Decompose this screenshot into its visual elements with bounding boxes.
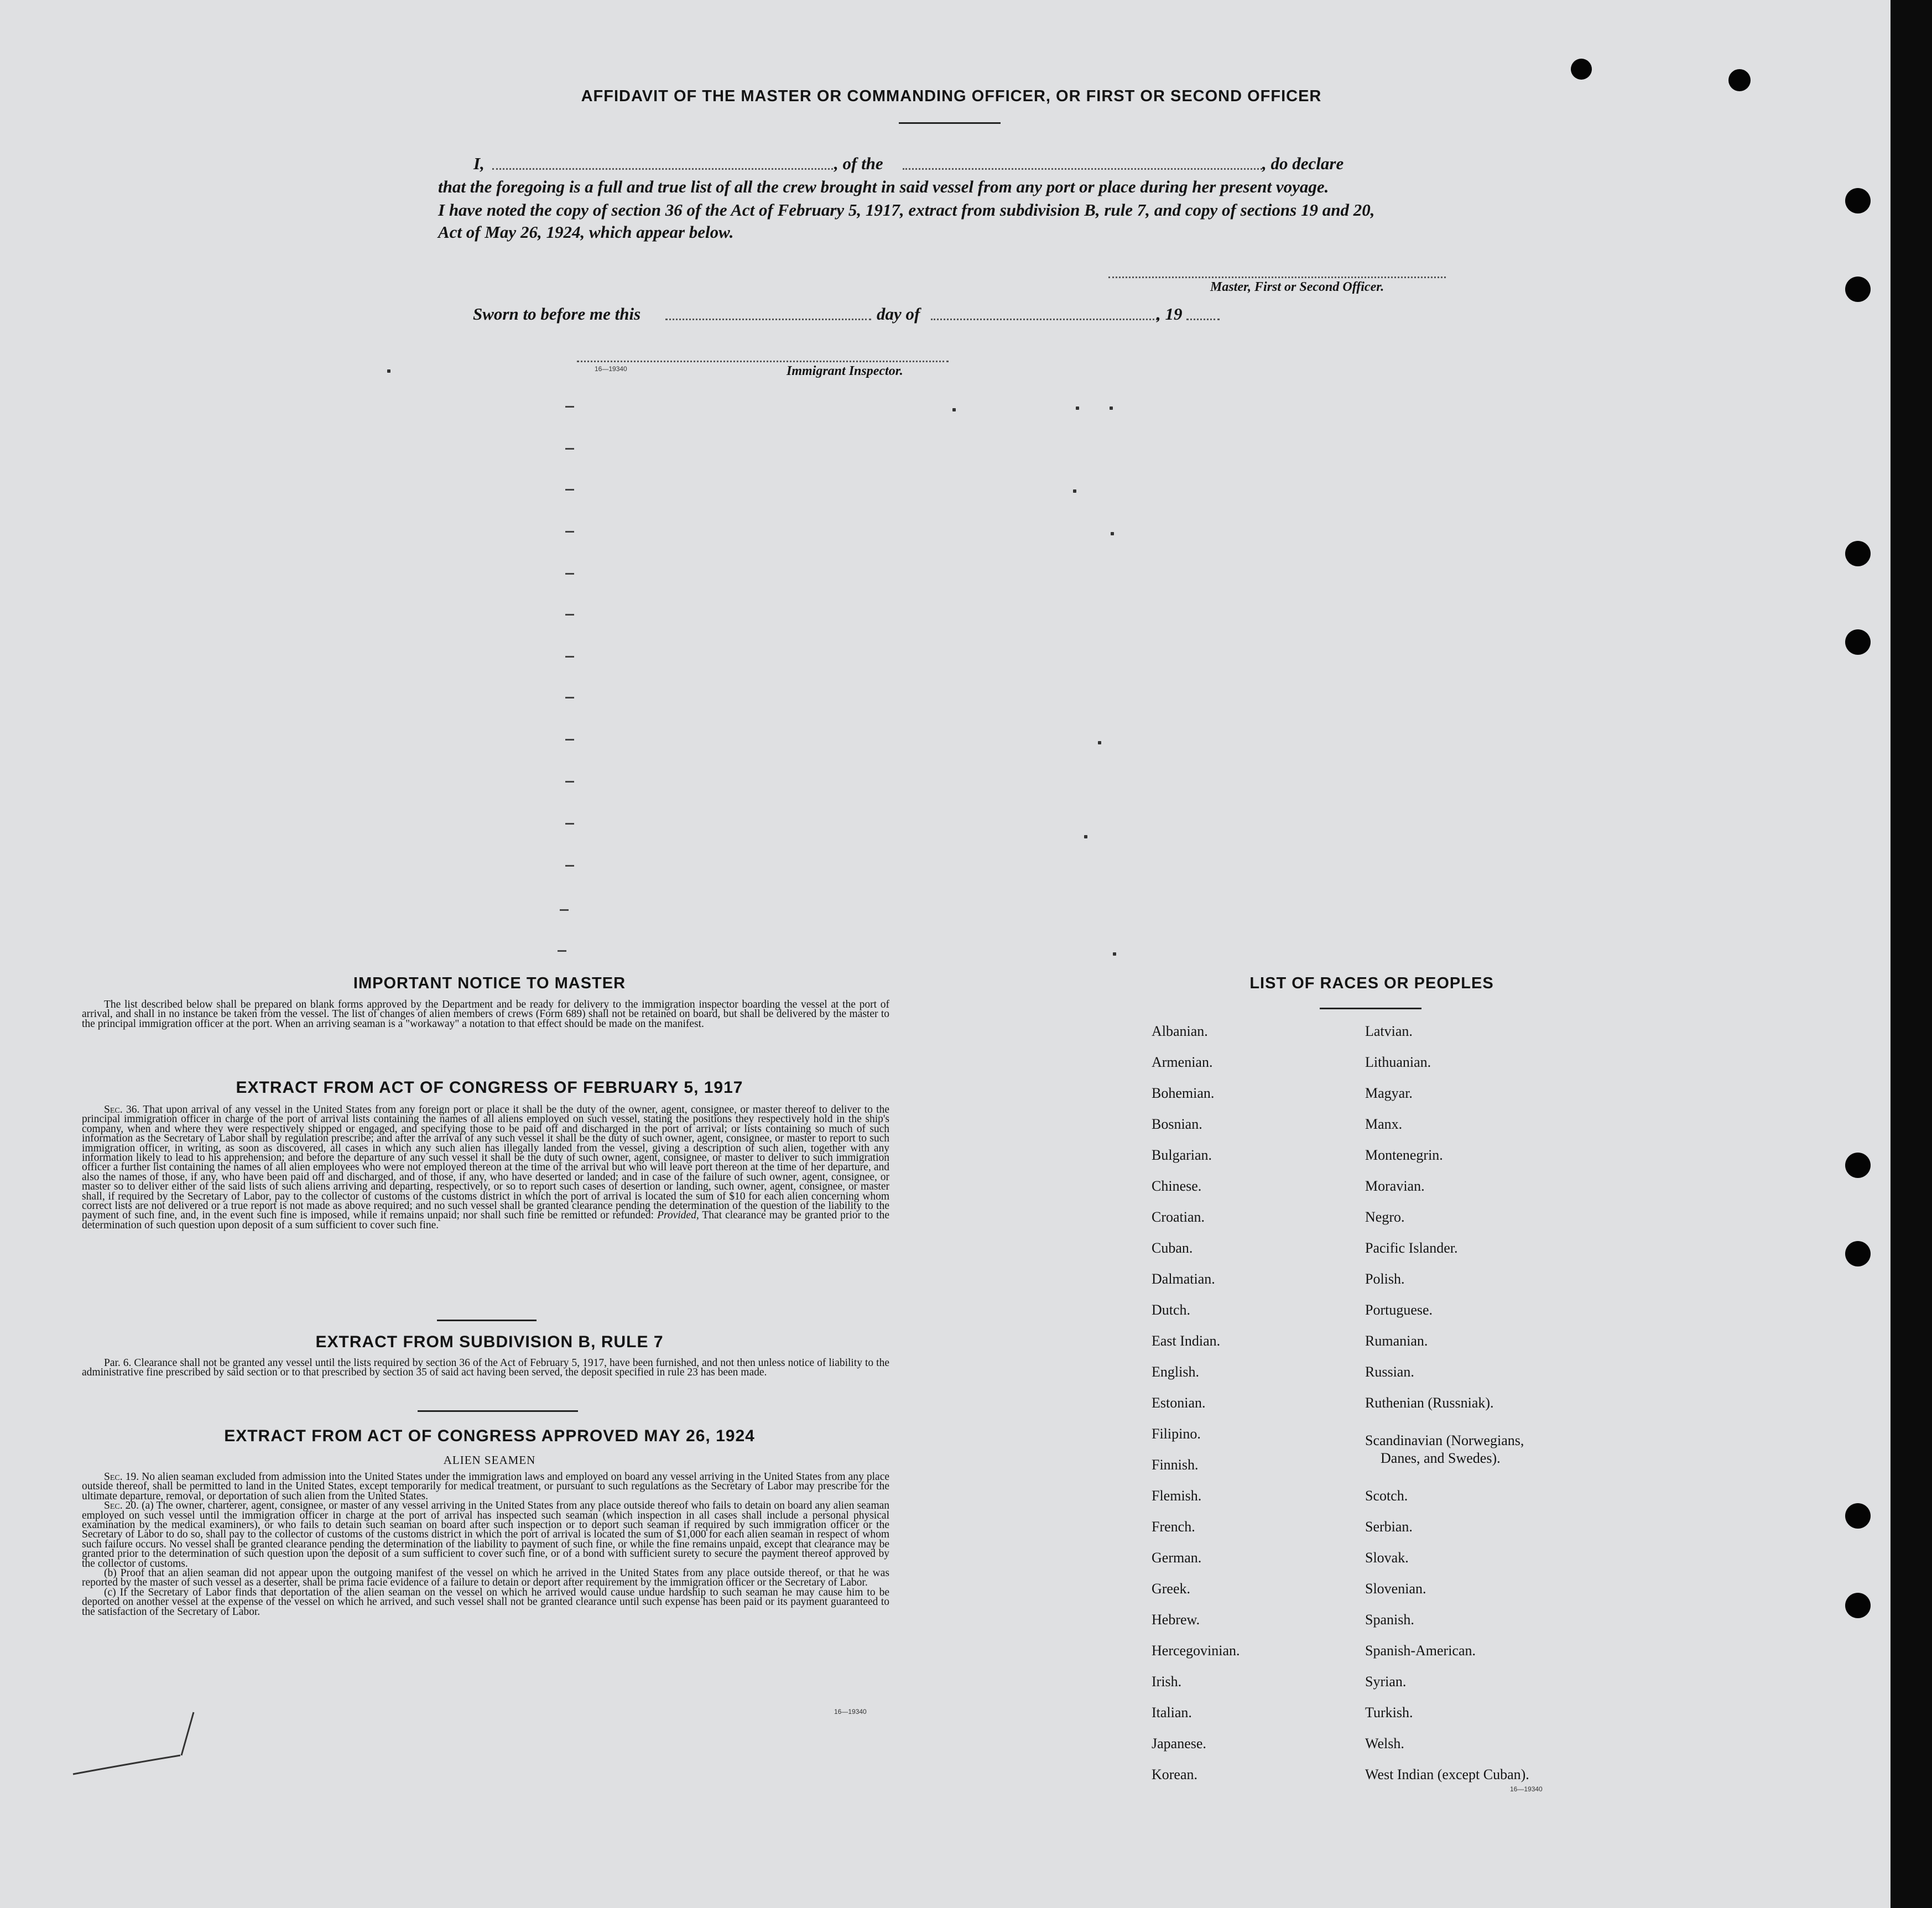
race-item: Albanian. bbox=[1152, 1023, 1208, 1039]
declaration-line-3: I have noted the copy of section 36 of the Act of February 5, 1917, extract from subdivision B, rule 7, and copy of sections 19 and 20, bbox=[438, 200, 1375, 220]
scan-mark bbox=[565, 573, 574, 575]
race-item: Dutch. bbox=[1152, 1302, 1191, 1318]
inspector-signature-line bbox=[577, 361, 949, 362]
sec-36-tail: That clearance may be granted prior to the determination of such question upon deposit of a sum sufficient to cover such fine. bbox=[82, 1210, 890, 1231]
punch-hole bbox=[1845, 1503, 1871, 1529]
declaration-do-declare: , do declare bbox=[1262, 154, 1344, 173]
race-item: English. bbox=[1152, 1364, 1199, 1380]
sec-20b-text: (b) Proof that an alien seaman did not appear upon the outgoing manifest of the vessel on which he arrived in the United States from any place outside thereof, or that he was reported by the master of such vessel as a deserter, shall be prima facie evidence of a failure to detain or deport after requirement by the immigration officer or the Secretary of Labor. bbox=[82, 1567, 889, 1589]
declaration-line-1 bbox=[437, 154, 1468, 176]
race-item: Moravian. bbox=[1365, 1178, 1425, 1194]
sworn-year: , 19 bbox=[1157, 304, 1183, 324]
sworn-line bbox=[473, 304, 1225, 326]
race-item: East Indian. bbox=[1152, 1333, 1221, 1349]
scan-mark bbox=[560, 909, 569, 911]
scan-mark bbox=[565, 865, 574, 867]
declaration-of-the: , of the bbox=[834, 154, 883, 173]
scan-mark bbox=[565, 614, 574, 616]
race-item: Serbian. bbox=[1365, 1519, 1413, 1535]
race-item: Syrian. bbox=[1365, 1674, 1407, 1690]
race-item: Portuguese. bbox=[1365, 1302, 1433, 1318]
scan-mark bbox=[565, 448, 574, 450]
sec-36-label: Sec. 36. bbox=[104, 1104, 140, 1115]
extract-rule7-text: Par. 6. Clearance shall not be granted any vessel until the lists required by section 36 of the Act of February 5, 1917, have been furnished, and not then unless notice of liability to the administrative fine prescribed by said section or to that prescribed by section 35 of said act having been served, the deposit specified in rule 23 has been made. bbox=[82, 1357, 889, 1379]
race-item: Negro. bbox=[1365, 1209, 1405, 1225]
extract-1924-body bbox=[82, 1472, 889, 1617]
race-item: Greek. bbox=[1152, 1581, 1191, 1597]
master-signature-line bbox=[1108, 277, 1446, 278]
race-item: Japanese. bbox=[1152, 1735, 1206, 1751]
sec-20-label: Sec. 20. bbox=[104, 1500, 139, 1512]
race-item: Manx. bbox=[1365, 1116, 1403, 1132]
race-item: Danes, and Swedes). bbox=[1381, 1450, 1501, 1466]
race-item: Croatian. bbox=[1152, 1209, 1205, 1225]
race-item: Pacific Islander. bbox=[1365, 1240, 1458, 1256]
sworn-day-of: day of bbox=[877, 304, 920, 324]
punch-hole bbox=[1845, 277, 1871, 302]
scan-mark bbox=[1073, 489, 1076, 493]
race-item: Armenian. bbox=[1152, 1054, 1213, 1070]
race-item: Chinese. bbox=[1152, 1178, 1202, 1194]
race-item: Slovak. bbox=[1365, 1550, 1409, 1566]
race-item: Flemish. bbox=[1152, 1488, 1202, 1504]
sec-19-label: Sec. 19. bbox=[104, 1471, 139, 1483]
race-item: Montenegrin. bbox=[1365, 1147, 1443, 1163]
extract-1917-title: EXTRACT FROM ACT OF CONGRESS OF FEBRUARY 5, 1917 bbox=[236, 1078, 743, 1097]
race-item: Magyar. bbox=[1365, 1085, 1413, 1101]
race-item: Spanish. bbox=[1365, 1612, 1414, 1628]
race-item: Italian. bbox=[1152, 1704, 1192, 1721]
race-item: Korean. bbox=[1152, 1766, 1198, 1782]
race-item: Turkish. bbox=[1365, 1704, 1413, 1721]
name-blank bbox=[492, 168, 833, 170]
provided-word: Provided, bbox=[657, 1210, 699, 1222]
pen-mark bbox=[66, 1709, 210, 1781]
section-divider bbox=[437, 1320, 537, 1321]
vessel-blank bbox=[903, 168, 1262, 170]
races-title: LIST OF RACES OR PEOPLES bbox=[1249, 974, 1494, 992]
affidavit-title: AFFIDAVIT OF THE MASTER OR COMMANDING OFFICER, OR FIRST OR SECOND OFFICER bbox=[581, 87, 1322, 105]
title-underline bbox=[899, 122, 1001, 124]
race-item: Dalmatian. bbox=[1152, 1271, 1215, 1287]
sworn-prefix: Sworn to before me this bbox=[473, 304, 641, 324]
punch-hole bbox=[1845, 1593, 1871, 1618]
scan-mark bbox=[565, 823, 574, 825]
scan-mark bbox=[565, 656, 574, 658]
race-item: Scandinavian (Norwegians, bbox=[1365, 1432, 1524, 1448]
scan-mark bbox=[1084, 835, 1087, 838]
race-item: Cuban. bbox=[1152, 1240, 1193, 1256]
punch-hole bbox=[1845, 629, 1871, 655]
race-item: Bohemian. bbox=[1152, 1085, 1215, 1101]
declaration-i: I, bbox=[473, 154, 485, 173]
alien-seamen-subtitle: ALIEN SEAMEN bbox=[443, 1453, 536, 1467]
scan-mark bbox=[565, 739, 574, 741]
scan-mark bbox=[558, 950, 566, 952]
punch-hole bbox=[1728, 69, 1751, 91]
race-item: Irish. bbox=[1152, 1674, 1182, 1690]
race-item: Hercegovinian. bbox=[1152, 1643, 1240, 1659]
extract-form-number: 16—19340 bbox=[834, 1708, 867, 1716]
race-item: French. bbox=[1152, 1519, 1195, 1535]
race-item: Rumanian. bbox=[1365, 1333, 1428, 1349]
scan-mark bbox=[1098, 741, 1101, 744]
scan-mark bbox=[952, 408, 956, 411]
extract-1924-title: EXTRACT FROM ACT OF CONGRESS APPROVED MAY 26, 1924 bbox=[224, 1427, 755, 1445]
race-item: German. bbox=[1152, 1550, 1202, 1566]
race-item: Ruthenian (Russniak). bbox=[1365, 1395, 1494, 1411]
scan-mark bbox=[565, 531, 574, 533]
declaration-line-2: that the foregoing is a full and true list of all the crew brought in said vessel from any port or place during her present voyage. bbox=[438, 177, 1329, 196]
race-item: Filipino. bbox=[1152, 1426, 1201, 1442]
sworn-day-blank bbox=[665, 319, 871, 320]
affidavit-form-number: 16—19340 bbox=[595, 365, 627, 373]
race-item: Russian. bbox=[1365, 1364, 1414, 1380]
scan-mark bbox=[387, 369, 390, 373]
section-divider bbox=[418, 1410, 578, 1412]
scan-mark bbox=[565, 489, 574, 491]
sec-36-text: That upon arrival of any vessel in the United States from any foreign port or place it shall be the duty of the owner, agent, consignee, or master thereof to deliver to the principal immigration officer in charge of the port of arrival lists containing the names of all aliens employed on such vessel, stating the positions they respectively hold in the ship's company, when and where they were respectively shipped or engaged, and specifying those to be paid off and discharged in the port of arrival; or lists containing so much of such information as the Secretary of Labor shall by regulation prescribe; and after the arrival of any such vessel it shall be the duty of such owner, agent, consignee, or master to report to such immigration officer, in writing, as soon as discovered, all cases in which any such alien has illegally landed from the vessel, giving a description of such alien, together with any information likely to lead to his apprehension; and before the departure of any such vessel it shall be the duty of such owner, agent, consignee, or master to deliver to such immigration officer a further list containing the names of all alien employees who were not employed thereon at the time of the arrival but who will leave port thereon at the time of her departure, and also the names of those, if any, who have been paid off and discharged, and of those, if any, who have deserted or landed; and in case of the failure of such owner, agent, consignee, or master so to deliver either of the said lists of such aliens arriving and departing, respectively, or so to report such cases of desertion or landing, such owner, agent, consignee, or master shall, if required by the Secretary of Labor, pay to the collector of customs of the customs district in which the port of arrival is located the sum of $10 for each alien concerning whom correct lists are not delivered or a true report is not made as above required; and no such vessel shall be granted clearance pending the determination of the question of the liability to the payment of such fine, and, in the event such fine is imposed, while it remains unpaid; nor shall such fine be remitted or refunded: bbox=[82, 1104, 889, 1222]
scan-mark bbox=[565, 697, 574, 698]
race-item: Lithuanian. bbox=[1365, 1054, 1431, 1070]
extract-rule7-title: EXTRACT FROM SUBDIVISION B, RULE 7 bbox=[315, 1333, 664, 1351]
race-item: Hebrew. bbox=[1152, 1612, 1200, 1628]
scan-mark bbox=[1076, 406, 1079, 410]
races-form-number: 16—19340 bbox=[1510, 1785, 1543, 1793]
race-item: Estonian. bbox=[1152, 1395, 1206, 1411]
scan-mark bbox=[565, 406, 574, 408]
race-item: Welsh. bbox=[1365, 1735, 1404, 1751]
race-item: Polish. bbox=[1365, 1271, 1405, 1287]
notice-title: IMPORTANT NOTICE TO MASTER bbox=[353, 974, 626, 992]
punch-hole bbox=[1845, 1153, 1871, 1178]
race-item: Scotch. bbox=[1365, 1488, 1408, 1504]
races-underline bbox=[1320, 1008, 1421, 1009]
sec-19-text: Sec. 19. No alien seaman excluded from admission into the United States under the immigration laws and employed on board any vessel arriving in the United States from any place outside thereof, shall be permitted to land in the United States, except temporarily for medical treatment, or pursuant to such regulations as the Secretary of Labor may prescribe for the ultimate departure, removal, or deportation of such alien from the United States. bbox=[82, 1471, 889, 1502]
race-item: Bulgarian. bbox=[1152, 1147, 1212, 1163]
race-item: Finnish. bbox=[1152, 1457, 1199, 1473]
race-item: Bosnian. bbox=[1152, 1116, 1202, 1132]
notice-text: The list described below shall be prepared on blank forms approved by the Department and be ready for delivery to the immigration inspector boarding the vessel at the port of arrival, and shall in no instance be taken from the vessel. The list of changes of alien members of crews (Form 689) shall not be retained on board, but shall be delivered by the master to the principal immigration officer at the port. When an arriving seaman is a "workaway" a notation to that effect should be made on the manifest. bbox=[82, 999, 889, 1030]
scan-mark bbox=[1110, 406, 1113, 410]
inspector-label: Immigrant Inspector. bbox=[787, 364, 903, 378]
race-item: West Indian (except Cuban). bbox=[1365, 1766, 1529, 1782]
sec-20a-text: Sec. 20. (a) The owner, charterer, agent, consignee, or master of any vessel arriving in the United States from any place outside thereof who fails to detain on board any alien seaman employed on such vessel until the immigration officer in charge at the port of arrival has inspected such seaman (which inspection in all cases shall include a personal physical examination by the medical examiners), or who fails to detain such seaman on board after such inspection or to deport such seaman if required by such immigration officer or the Secretary of Labor to do so, shall pay to the collector of customs of the customs district in which the port of arrival is located the sum of $1,000 for each alien seaman in respect of whom such failure occurs. No vessel shall be granted clearance pending the determination of the liability to payment of such fine, or while the fine remains unpaid, except that clearance may be granted prior to the determination of such question upon the deposit of a sum sufficient to cover such fine, or of a bond with sufficient surety to secure the payment thereof approved by the collector of customs. bbox=[82, 1500, 890, 1570]
sec-20c-text: (c) If the Secretary of Labor finds that deportation of the alien seaman on the vessel on which he arrived would cause undue hardship to such seaman he may cause him to be deported on another vessel at the expense of the vessel on which he arrived, and such vessel shall not be granted clearance until such expense has been paid or its payment guaranteed to the satisfaction of the Secretary of Labor. bbox=[82, 1586, 889, 1618]
master-signature-label: Master, First or Second Officer. bbox=[1210, 280, 1384, 294]
punch-hole bbox=[1845, 188, 1871, 213]
race-item: Latvian. bbox=[1365, 1023, 1413, 1039]
scan-mark bbox=[1113, 952, 1116, 956]
scan-mark bbox=[1111, 532, 1114, 535]
race-item: Slovenian. bbox=[1365, 1581, 1426, 1597]
declaration-line-4: Act of May 26, 1924, which appear below. bbox=[438, 222, 734, 242]
sworn-year-blank bbox=[1186, 319, 1220, 320]
sworn-month-blank bbox=[931, 319, 1158, 320]
punch-hole bbox=[1845, 541, 1871, 566]
scan-mark bbox=[565, 781, 574, 783]
punch-hole bbox=[1571, 59, 1592, 80]
punch-hole bbox=[1845, 1241, 1871, 1266]
extract-1917-text bbox=[82, 1105, 889, 1230]
race-item: Spanish-American. bbox=[1365, 1643, 1476, 1659]
